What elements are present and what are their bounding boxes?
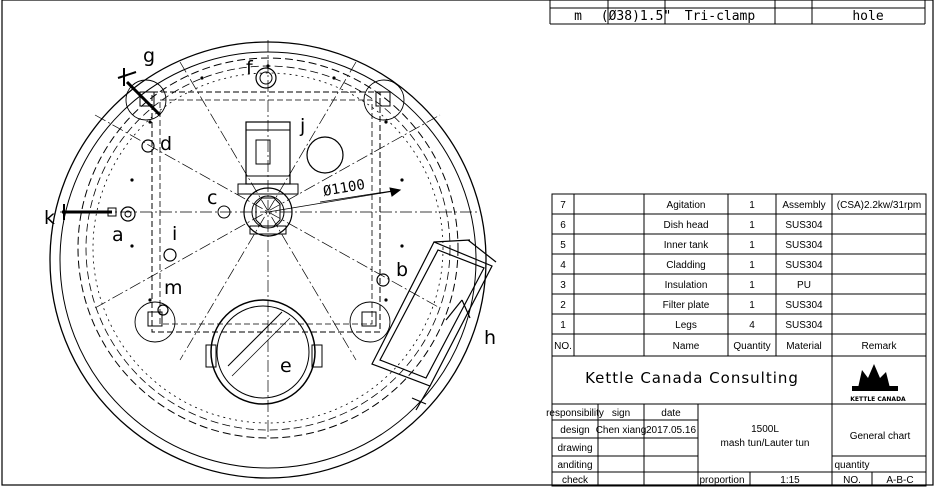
svg-text:SUS304: SUS304 (785, 260, 823, 271)
svg-text:1: 1 (749, 280, 755, 291)
svg-text:mash tun/Lauter tun: mash tun/Lauter tun (720, 438, 810, 449)
label-d: d (160, 133, 173, 155)
label-b: b (396, 259, 409, 281)
svg-text:Filter plate: Filter plate (662, 300, 710, 311)
svg-text:3: 3 (560, 280, 566, 291)
svg-text:1: 1 (749, 200, 755, 211)
svg-text:Chen xiang: Chen xiang (595, 425, 647, 436)
svg-text:(CSA)2.2kw/31rpm: (CSA)2.2kw/31rpm (836, 200, 922, 211)
svg-text:SUS304: SUS304 (785, 220, 823, 231)
svg-text:Inner tank: Inner tank (663, 240, 709, 251)
svg-text:responsibility: responsibility (546, 408, 604, 419)
svg-text:1: 1 (749, 260, 755, 271)
parts-rows (554, 200, 921, 352)
svg-text:NO.: NO. (554, 341, 572, 352)
svg-text:Material: Material (786, 341, 822, 352)
svg-text:design: design (560, 425, 590, 436)
svg-text:Quantity: Quantity (733, 341, 771, 352)
svg-text:Agitation: Agitation (666, 200, 706, 211)
label-k: k (44, 207, 56, 229)
svg-text:SUS304: SUS304 (785, 240, 823, 251)
label-c: c (207, 187, 218, 209)
svg-text:SUS304: SUS304 (785, 320, 823, 331)
svg-text:Name: Name (672, 341, 700, 352)
svg-text:quantity: quantity (834, 460, 870, 471)
svg-text:Legs: Legs (675, 320, 697, 331)
label-a: a (112, 224, 124, 246)
svg-text:5: 5 (560, 240, 566, 251)
svg-text:Dish head: Dish head (663, 220, 709, 231)
svg-text:6: 6 (560, 220, 566, 231)
svg-text:1: 1 (749, 240, 755, 251)
top-row-id: m (574, 9, 582, 24)
label-g: g (143, 45, 156, 67)
svg-text:Cladding: Cladding (666, 260, 706, 271)
parts-row (560, 240, 823, 251)
label-h: h (484, 327, 497, 349)
label-j: j (300, 115, 306, 137)
svg-text:Insulation: Insulation (664, 280, 708, 291)
svg-text:check: check (561, 475, 589, 486)
svg-text:NO.: NO. (843, 475, 861, 486)
svg-text:A-B-C: A-B-C (886, 475, 914, 486)
svg-text:1: 1 (749, 300, 755, 311)
parts-row (560, 280, 811, 291)
svg-text:sign: sign (611, 408, 631, 419)
parts-row (560, 220, 823, 231)
label-i: i (172, 223, 178, 245)
label-e: e (280, 355, 292, 377)
label-m: m (164, 277, 183, 299)
svg-text:anditing: anditing (557, 460, 593, 471)
parts-row (560, 300, 823, 311)
company-logo (850, 364, 906, 403)
parts-row (560, 260, 823, 271)
company-name: Kettle Canada Consulting (585, 369, 799, 387)
svg-text:1: 1 (560, 320, 566, 331)
svg-text:Assembly: Assembly (782, 200, 826, 211)
parts-header-row (554, 341, 897, 352)
parts-row (560, 200, 921, 211)
svg-text:Remark: Remark (861, 341, 897, 352)
top-row-size: (Ø38)1.5" (600, 9, 672, 24)
svg-text:KETTLE CANADA: KETTLE CANADA (850, 396, 906, 403)
svg-text:2017.05.16: 2017.05.16 (645, 425, 697, 436)
svg-text:PU: PU (797, 280, 811, 291)
svg-text:SUS304: SUS304 (785, 300, 823, 311)
svg-text:2: 2 (560, 300, 566, 311)
svg-text:7: 7 (560, 200, 566, 211)
svg-text:General chart: General chart (849, 431, 911, 442)
dimension-diameter: Ø1100 (321, 176, 367, 200)
svg-text:4: 4 (749, 320, 755, 331)
parts-row (560, 320, 823, 331)
svg-text:4: 4 (560, 260, 566, 271)
top-row-remark: hole (852, 9, 884, 24)
top-row-connection: Tri-clamp (684, 9, 756, 24)
svg-text:proportion: proportion (699, 475, 745, 486)
svg-text:date: date (661, 408, 681, 419)
svg-text:1500L: 1500L (751, 424, 779, 435)
label-f: f (246, 57, 253, 79)
svg-text:drawing: drawing (557, 443, 593, 454)
svg-text:1: 1 (749, 220, 755, 231)
svg-text:1:15: 1:15 (780, 475, 800, 486)
tank-top-view (50, 40, 496, 478)
